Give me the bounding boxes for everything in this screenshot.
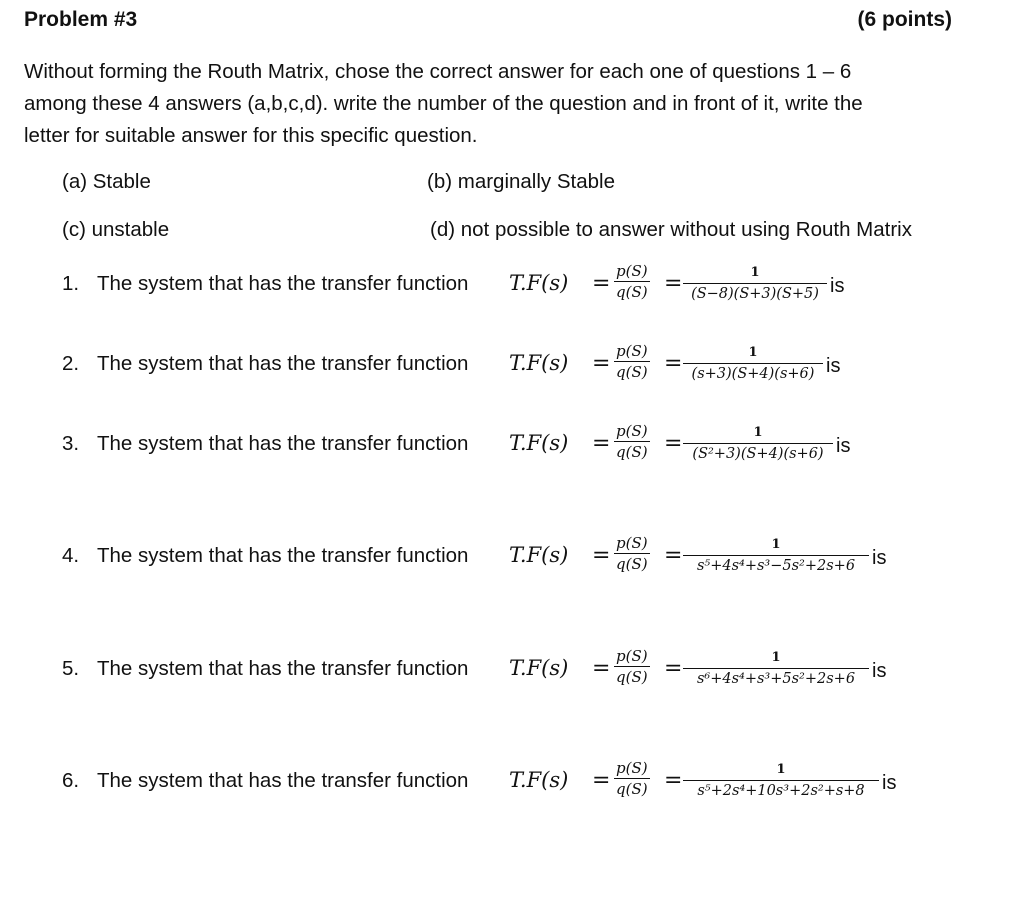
transfer-fraction (683, 344, 823, 384)
p-over-q-fraction (614, 262, 650, 302)
option-a: (a) Stable (62, 170, 151, 193)
p-over-q-fraction (614, 759, 650, 799)
problem-title: Problem #3 (24, 8, 138, 31)
is-text: is (836, 435, 851, 457)
option-c: (c) unstable (62, 218, 170, 241)
q-denominator: q(S) (616, 668, 648, 686)
instructions-line-2: among these 4 answers (a,b,c,d). write the number of the question and in front of it, write the (24, 92, 863, 115)
p-over-q-fraction (614, 342, 650, 382)
tf-label: T.F(s) (509, 543, 569, 567)
p-numerator: p(S) (616, 422, 648, 440)
is-text: is (872, 660, 887, 682)
equals-sign: = (664, 543, 683, 568)
p-numerator: p(S) (616, 534, 648, 552)
p-over-q-fraction (614, 534, 650, 574)
fraction-numerator: 1 (683, 761, 879, 781)
question-number: 1. (62, 272, 80, 295)
problem-points: (6 points) (857, 8, 952, 31)
transfer-fraction (683, 761, 879, 801)
question-2 (0, 342, 1024, 402)
equals-sign: = (592, 768, 611, 793)
fraction-numerator: 1 (683, 264, 827, 284)
q-denominator: q(S) (616, 780, 648, 798)
equals-sign: = (592, 543, 611, 568)
instructions-paragraph (24, 56, 984, 152)
equals-sign: = (592, 271, 611, 296)
question-number: 4. (62, 544, 80, 567)
question-6 (0, 759, 1024, 819)
p-numerator: p(S) (616, 759, 648, 777)
fraction-numerator: 1 (683, 344, 823, 364)
equals-sign: = (592, 431, 611, 456)
q-denominator: q(S) (616, 363, 648, 381)
transfer-fraction (683, 536, 869, 576)
p-numerator: p(S) (616, 647, 648, 665)
question-number: 2. (62, 352, 80, 375)
question-number: 3. (62, 432, 80, 455)
question-text: The system that has the transfer function (97, 272, 469, 295)
tf-label: T.F(s) (509, 431, 569, 455)
transfer-fraction (683, 424, 833, 464)
q-denominator: q(S) (616, 555, 648, 573)
question-text: The system that has the transfer function (97, 544, 469, 567)
tf-label: T.F(s) (509, 656, 569, 680)
is-text: is (872, 547, 887, 569)
question-number: 5. (62, 657, 80, 680)
fraction-numerator: 1 (683, 536, 869, 556)
fraction-numerator: 1 (683, 424, 833, 444)
fraction-denominator: (S²+3)(S+4)(s+6) (692, 446, 824, 462)
p-over-q-fraction (614, 647, 650, 687)
fraction-denominator: s⁵+4s⁴+s³−5s²+2s+6 (696, 558, 856, 574)
is-text: is (826, 355, 841, 377)
fraction-denominator: s⁵+2s⁴+10s³+2s²+s+8 (697, 783, 865, 799)
question-text: The system that has the transfer function (97, 432, 469, 455)
is-text: is (882, 772, 897, 794)
question-number: 6. (62, 769, 80, 792)
question-4 (0, 534, 1024, 594)
instructions-line-1: Without forming the Routh Matrix, chose the correct answer for each one of questions 1 – 6 (24, 60, 852, 83)
equals-sign: = (592, 656, 611, 681)
question-5 (0, 647, 1024, 707)
q-denominator: q(S) (616, 443, 648, 461)
tf-label: T.F(s) (509, 271, 569, 295)
equals-sign: = (664, 656, 683, 681)
option-b: (b) marginally Stable (427, 170, 615, 193)
fraction-numerator: 1 (683, 649, 869, 669)
question-text: The system that has the transfer function (97, 769, 469, 792)
equals-sign: = (592, 351, 611, 376)
transfer-fraction (683, 264, 827, 304)
fraction-denominator: s⁶+4s⁴+s³+5s²+2s+6 (696, 671, 856, 687)
fraction-denominator: (S−8)(S+3)(S+5) (691, 286, 819, 302)
option-d: (d) not possible to answer without using Routh Matrix (430, 218, 912, 241)
transfer-fraction (683, 649, 869, 689)
question-3 (0, 422, 1024, 482)
question-text: The system that has the transfer function (97, 352, 469, 375)
fraction-denominator: (s+3)(S+4)(s+6) (691, 366, 815, 382)
question-1 (0, 262, 1024, 322)
equals-sign: = (664, 271, 683, 296)
p-numerator: p(S) (616, 262, 648, 280)
instructions-line-3: letter for suitable answer for this specific question. (24, 124, 478, 147)
q-denominator: q(S) (616, 283, 648, 301)
is-text: is (830, 275, 845, 297)
tf-label: T.F(s) (509, 768, 569, 792)
p-numerator: p(S) (616, 342, 648, 360)
equals-sign: = (664, 768, 683, 793)
p-over-q-fraction (614, 422, 650, 462)
question-text: The system that has the transfer function (97, 657, 469, 680)
equals-sign: = (664, 351, 683, 376)
tf-label: T.F(s) (509, 351, 569, 375)
equals-sign: = (664, 431, 683, 456)
